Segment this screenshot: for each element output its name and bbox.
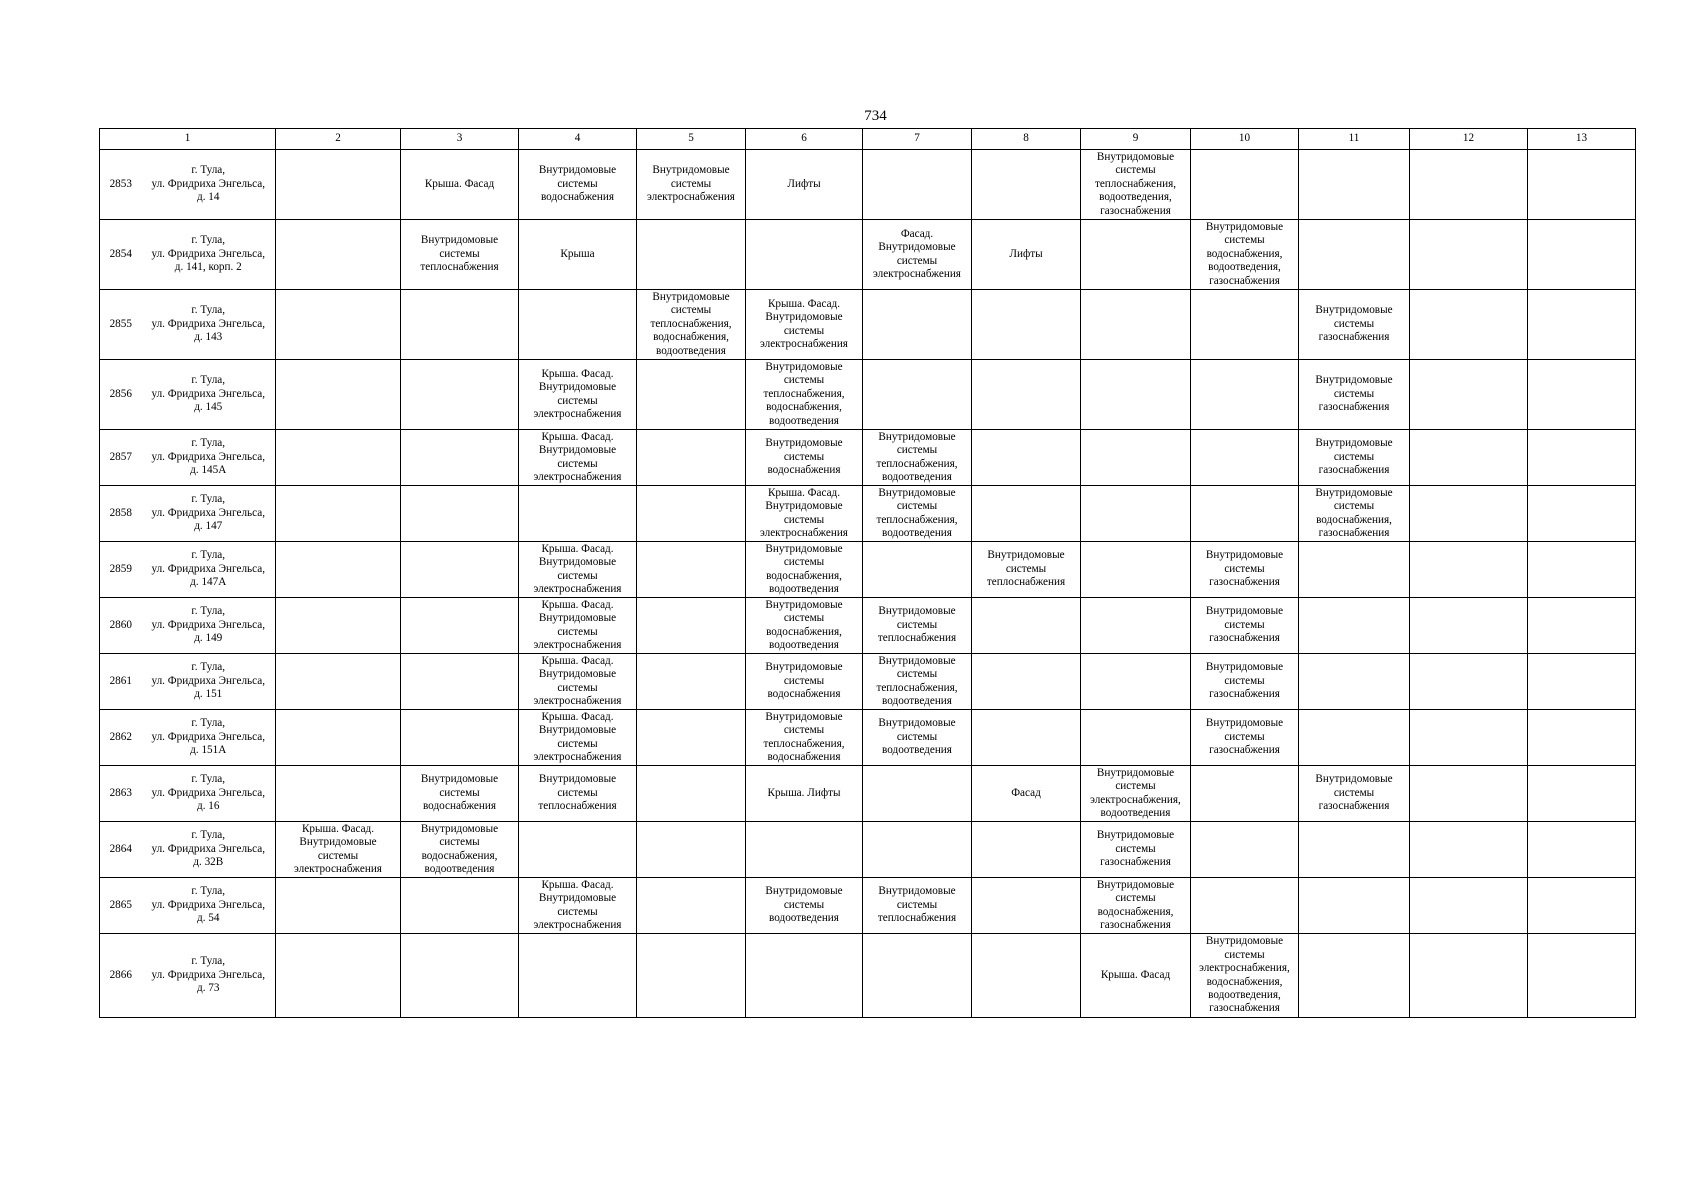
table-cell bbox=[1410, 878, 1528, 934]
table-cell: Внутридомовые системы водоснабжения, водоотведения bbox=[746, 542, 863, 598]
table-cell bbox=[1191, 766, 1299, 822]
row-number: 2860 bbox=[100, 598, 142, 654]
table-cell bbox=[637, 710, 746, 766]
row-number: 2864 bbox=[100, 822, 142, 878]
table-cell bbox=[1528, 486, 1636, 542]
table-cell bbox=[401, 878, 519, 934]
table-cell bbox=[1410, 654, 1528, 710]
table-cell bbox=[1191, 822, 1299, 878]
table-cell bbox=[863, 934, 972, 1018]
row-number: 2857 bbox=[100, 430, 142, 486]
row-number: 2861 bbox=[100, 654, 142, 710]
table-cell bbox=[401, 360, 519, 430]
table-cell: Внутридомовые системы водоснабжения, водоотведения, газоснабжения bbox=[1191, 220, 1299, 290]
table-cell bbox=[1410, 766, 1528, 822]
table-cell bbox=[1081, 290, 1191, 360]
table-cell bbox=[1081, 220, 1191, 290]
column-header: 9 bbox=[1081, 129, 1191, 150]
table-cell bbox=[276, 878, 401, 934]
table-cell: Внутридомовые системы теплоснабжения, водоотведения, газоснабжения bbox=[1081, 150, 1191, 220]
table-cell bbox=[276, 360, 401, 430]
column-header: 4 bbox=[519, 129, 637, 150]
table-cell bbox=[1528, 150, 1636, 220]
column-header: 1 bbox=[100, 129, 276, 150]
table-cell bbox=[863, 150, 972, 220]
table-cell bbox=[276, 150, 401, 220]
table-cell bbox=[519, 822, 637, 878]
table-cell bbox=[1528, 766, 1636, 822]
address-cell: г. Тула, ул. Фридриха Энгельса, д. 145 bbox=[142, 360, 276, 430]
table-cell bbox=[1410, 290, 1528, 360]
table-cell: Внутридомовые системы водоотведения bbox=[863, 710, 972, 766]
table-cell: Крыша. Фасад. Внутридомовые системы электроснабжения bbox=[276, 822, 401, 878]
table-cell bbox=[1081, 430, 1191, 486]
table-cell bbox=[1410, 710, 1528, 766]
table-cell bbox=[637, 430, 746, 486]
table-cell bbox=[863, 542, 972, 598]
row-number: 2854 bbox=[100, 220, 142, 290]
table-cell: Фасад. Внутридомовые системы электроснабжения bbox=[863, 220, 972, 290]
table-cell bbox=[1299, 822, 1410, 878]
table-cell: Внутридомовые системы электроснабжения bbox=[637, 150, 746, 220]
row-number: 2853 bbox=[100, 150, 142, 220]
table-cell: Внутридомовые системы теплоснабжения bbox=[863, 878, 972, 934]
table-cell bbox=[1528, 822, 1636, 878]
table-cell bbox=[401, 934, 519, 1018]
table-row bbox=[100, 710, 1636, 766]
table-cell: Крыша. Лифты bbox=[746, 766, 863, 822]
table-cell: Крыша. Фасад. Внутридомовые системы электроснабжения bbox=[746, 486, 863, 542]
table-cell bbox=[1528, 654, 1636, 710]
table-cell: Внутридомовые системы теплоснабжения, водоотведения bbox=[863, 486, 972, 542]
table-cell: Внутридомовые системы водоотведения bbox=[746, 878, 863, 934]
column-header: 3 bbox=[401, 129, 519, 150]
table-cell bbox=[1528, 220, 1636, 290]
table-cell bbox=[637, 822, 746, 878]
table-cell bbox=[1191, 486, 1299, 542]
table-row bbox=[100, 542, 1636, 598]
table-cell bbox=[1191, 430, 1299, 486]
table-cell: Внутридомовые системы теплоснабжения, водоснабжения, водоотведения bbox=[746, 360, 863, 430]
address-cell: г. Тула, ул. Фридриха Энгельса, д. 73 bbox=[142, 934, 276, 1018]
address-cell: г. Тула, ул. Фридриха Энгельса, д. 151 bbox=[142, 654, 276, 710]
table-cell bbox=[401, 290, 519, 360]
table-cell: Крыша. Фасад. Внутридомовые системы электроснабжения bbox=[746, 290, 863, 360]
table-cell: Крыша. Фасад. Внутридомовые системы электроснабжения bbox=[519, 878, 637, 934]
table-cell: Внутридомовые системы газоснабжения bbox=[1299, 360, 1410, 430]
row-number: 2866 bbox=[100, 934, 142, 1018]
table-cell bbox=[972, 598, 1081, 654]
column-header: 10 bbox=[1191, 129, 1299, 150]
table-row bbox=[100, 220, 1636, 290]
table-cell: Внутридомовые системы теплоснабжения, водоснабжения bbox=[746, 710, 863, 766]
table-cell bbox=[972, 822, 1081, 878]
table-cell bbox=[276, 290, 401, 360]
table-cell bbox=[519, 486, 637, 542]
table-cell bbox=[637, 654, 746, 710]
table-cell bbox=[1528, 430, 1636, 486]
table-row bbox=[100, 150, 1636, 220]
table-cell bbox=[972, 934, 1081, 1018]
table-cell bbox=[637, 598, 746, 654]
table-cell: Внутридомовые системы теплоснабжения, водоотведения bbox=[863, 654, 972, 710]
table-cell: Крыша. Фасад. Внутридомовые системы электроснабжения bbox=[519, 430, 637, 486]
table-cell: Крыша. Фасад. Внутридомовые системы электроснабжения bbox=[519, 654, 637, 710]
address-cell: г. Тула, ул. Фридриха Энгельса, д. 54 bbox=[142, 878, 276, 934]
table-cell: Внутридомовые системы газоснабжения bbox=[1299, 766, 1410, 822]
table-cell bbox=[637, 486, 746, 542]
address-cell: г. Тула, ул. Фридриха Энгельса, д. 14 bbox=[142, 150, 276, 220]
address-cell: г. Тула, ул. Фридриха Энгельса, д. 16 bbox=[142, 766, 276, 822]
table-cell bbox=[637, 878, 746, 934]
table-cell: Фасад bbox=[972, 766, 1081, 822]
table-cell: Внутридомовые системы газоснабжения bbox=[1299, 290, 1410, 360]
table-cell bbox=[746, 934, 863, 1018]
row-number: 2858 bbox=[100, 486, 142, 542]
table-cell: Внутридомовые системы газоснабжения bbox=[1191, 710, 1299, 766]
table-cell bbox=[401, 542, 519, 598]
table-cell: Внутридомовые системы водоснабжения, водоотведения bbox=[401, 822, 519, 878]
table-cell: Внутридомовые системы водоснабжения bbox=[746, 430, 863, 486]
table-cell: Внутридомовые системы водоснабжения, водоотведения bbox=[746, 598, 863, 654]
table-cell: Лифты bbox=[746, 150, 863, 220]
table-cell bbox=[637, 766, 746, 822]
table-cell bbox=[401, 430, 519, 486]
table-cell bbox=[746, 220, 863, 290]
table-cell bbox=[972, 654, 1081, 710]
table-cell bbox=[401, 710, 519, 766]
table-cell: Внутридомовые системы электроснабжения, водоснабжения, водоотведения, газоснабжения bbox=[1191, 934, 1299, 1018]
table-cell bbox=[1410, 220, 1528, 290]
table-cell bbox=[1528, 878, 1636, 934]
table-row bbox=[100, 290, 1636, 360]
table-cell bbox=[519, 934, 637, 1018]
table-cell bbox=[972, 710, 1081, 766]
table-cell bbox=[1299, 654, 1410, 710]
row-number: 2856 bbox=[100, 360, 142, 430]
table-cell: Лифты bbox=[972, 220, 1081, 290]
table-cell bbox=[1081, 542, 1191, 598]
table-cell bbox=[1299, 710, 1410, 766]
address-cell: г. Тула, ул. Фридриха Энгельса, д. 149 bbox=[142, 598, 276, 654]
table-cell bbox=[1410, 598, 1528, 654]
row-number: 2863 bbox=[100, 766, 142, 822]
table-cell bbox=[276, 654, 401, 710]
column-header: 7 bbox=[863, 129, 972, 150]
table-cell bbox=[276, 766, 401, 822]
table-cell: Крыша. Фасад. Внутридомовые системы электроснабжения bbox=[519, 542, 637, 598]
table-row bbox=[100, 598, 1636, 654]
table-cell bbox=[1410, 430, 1528, 486]
table-cell bbox=[972, 150, 1081, 220]
table-cell: Крыша. Фасад. Внутридомовые системы электроснабжения bbox=[519, 710, 637, 766]
table-cell bbox=[863, 290, 972, 360]
address-cell: г. Тула, ул. Фридриха Энгельса, д. 145А bbox=[142, 430, 276, 486]
table-cell bbox=[863, 822, 972, 878]
table-cell bbox=[863, 766, 972, 822]
table-cell: Внутридомовые системы теплоснабжения, водоснабжения, водоотведения bbox=[637, 290, 746, 360]
row-number: 2865 bbox=[100, 878, 142, 934]
table-cell: Внутридомовые системы газоснабжения bbox=[1191, 598, 1299, 654]
table-cell bbox=[972, 360, 1081, 430]
table-cell bbox=[276, 934, 401, 1018]
table-cell bbox=[401, 486, 519, 542]
table-row bbox=[100, 430, 1636, 486]
table-cell bbox=[401, 598, 519, 654]
page-number: 734 bbox=[864, 108, 887, 124]
table-cell bbox=[1528, 290, 1636, 360]
table-cell: Внутридомовые системы водоснабжения, газоснабжения bbox=[1299, 486, 1410, 542]
table-cell bbox=[1528, 598, 1636, 654]
table-row bbox=[100, 486, 1636, 542]
column-header: 8 bbox=[972, 129, 1081, 150]
row-number: 2859 bbox=[100, 542, 142, 598]
table-cell: Крыша. Фасад. Внутридомовые системы электроснабжения bbox=[519, 360, 637, 430]
table-cell bbox=[637, 542, 746, 598]
table-cell bbox=[1081, 360, 1191, 430]
table-cell bbox=[1410, 934, 1528, 1018]
table-cell bbox=[1410, 822, 1528, 878]
table-row bbox=[100, 654, 1636, 710]
table-cell bbox=[637, 220, 746, 290]
column-header: 12 bbox=[1410, 129, 1528, 150]
table-cell bbox=[1299, 150, 1410, 220]
table-row bbox=[100, 360, 1636, 430]
table-cell: Крыша bbox=[519, 220, 637, 290]
table-cell bbox=[276, 598, 401, 654]
address-cell: г. Тула, ул. Фридриха Энгельса, д. 143 bbox=[142, 290, 276, 360]
table-cell bbox=[637, 360, 746, 430]
table-cell bbox=[863, 360, 972, 430]
table-row bbox=[100, 822, 1636, 878]
column-header: 5 bbox=[637, 129, 746, 150]
table-cell bbox=[637, 934, 746, 1018]
table-cell: Внутридомовые системы водоснабжения, газоснабжения bbox=[1081, 878, 1191, 934]
schedule-table bbox=[99, 128, 1636, 1018]
table-cell bbox=[1410, 360, 1528, 430]
table-cell bbox=[276, 220, 401, 290]
table-cell bbox=[1191, 878, 1299, 934]
table-cell bbox=[276, 486, 401, 542]
address-cell: г. Тула, ул. Фридриха Энгельса, д. 147 bbox=[142, 486, 276, 542]
table-cell bbox=[1410, 486, 1528, 542]
table-cell bbox=[276, 430, 401, 486]
table-cell bbox=[1191, 290, 1299, 360]
table-cell: Внутридомовые системы водоснабжения bbox=[401, 766, 519, 822]
column-header: 6 bbox=[746, 129, 863, 150]
table-cell bbox=[1191, 360, 1299, 430]
table-cell: Крыша. Фасад. Внутридомовые системы электроснабжения bbox=[519, 598, 637, 654]
table-cell bbox=[1528, 710, 1636, 766]
table-cell: Внутридомовые системы водоснабжения bbox=[519, 150, 637, 220]
table-cell bbox=[276, 542, 401, 598]
table-cell bbox=[972, 486, 1081, 542]
table-cell: Крыша. Фасад bbox=[401, 150, 519, 220]
address-cell: г. Тула, ул. Фридриха Энгельса, д. 32В bbox=[142, 822, 276, 878]
table-cell: Внутридомовые системы водоснабжения bbox=[746, 654, 863, 710]
table-cell: Внутридомовые системы теплоснабжения bbox=[863, 598, 972, 654]
table-cell bbox=[1081, 654, 1191, 710]
table-cell: Внутридомовые системы теплоснабжения, водоотведения bbox=[863, 430, 972, 486]
table-cell bbox=[1528, 542, 1636, 598]
table-cell bbox=[1299, 878, 1410, 934]
table-cell: Внутридомовые системы газоснабжения bbox=[1191, 542, 1299, 598]
table-cell bbox=[1528, 934, 1636, 1018]
table-cell bbox=[401, 654, 519, 710]
row-number: 2862 bbox=[100, 710, 142, 766]
address-cell: г. Тула, ул. Фридриха Энгельса, д. 151А bbox=[142, 710, 276, 766]
table-cell bbox=[519, 290, 637, 360]
table-cell: Внутридомовые системы электроснабжения, водоотведения bbox=[1081, 766, 1191, 822]
column-header: 11 bbox=[1299, 129, 1410, 150]
table-row bbox=[100, 878, 1636, 934]
table-cell bbox=[1410, 150, 1528, 220]
table-cell bbox=[1081, 598, 1191, 654]
column-header: 2 bbox=[276, 129, 401, 150]
table-cell bbox=[1191, 150, 1299, 220]
table-cell: Внутридомовые системы теплоснабжения bbox=[972, 542, 1081, 598]
table-cell bbox=[972, 430, 1081, 486]
table-cell: Внутридомовые системы теплоснабжения bbox=[519, 766, 637, 822]
table-cell bbox=[276, 710, 401, 766]
table-cell bbox=[1081, 710, 1191, 766]
table-cell: Внутридомовые системы теплоснабжения bbox=[401, 220, 519, 290]
table-cell: Внутридомовые системы газоснабжения bbox=[1081, 822, 1191, 878]
table-cell: Крыша. Фасад bbox=[1081, 934, 1191, 1018]
column-header: 13 bbox=[1528, 129, 1636, 150]
table-cell: Внутридомовые системы газоснабжения bbox=[1191, 654, 1299, 710]
address-cell: г. Тула, ул. Фридриха Энгельса, д. 141, корп. 2 bbox=[142, 220, 276, 290]
table-header-row bbox=[100, 129, 1636, 150]
table-cell bbox=[1081, 486, 1191, 542]
table-cell: Внутридомовые системы газоснабжения bbox=[1299, 430, 1410, 486]
table-row bbox=[100, 766, 1636, 822]
table-cell bbox=[1299, 934, 1410, 1018]
row-number: 2855 bbox=[100, 290, 142, 360]
table-cell bbox=[1299, 598, 1410, 654]
table-cell bbox=[1299, 542, 1410, 598]
table-row bbox=[100, 934, 1636, 1018]
table-cell bbox=[972, 878, 1081, 934]
table-cell bbox=[746, 822, 863, 878]
table-cell bbox=[972, 290, 1081, 360]
table-cell bbox=[1299, 220, 1410, 290]
table-cell bbox=[1410, 542, 1528, 598]
address-cell: г. Тула, ул. Фридриха Энгельса, д. 147А bbox=[142, 542, 276, 598]
table-cell bbox=[1528, 360, 1636, 430]
